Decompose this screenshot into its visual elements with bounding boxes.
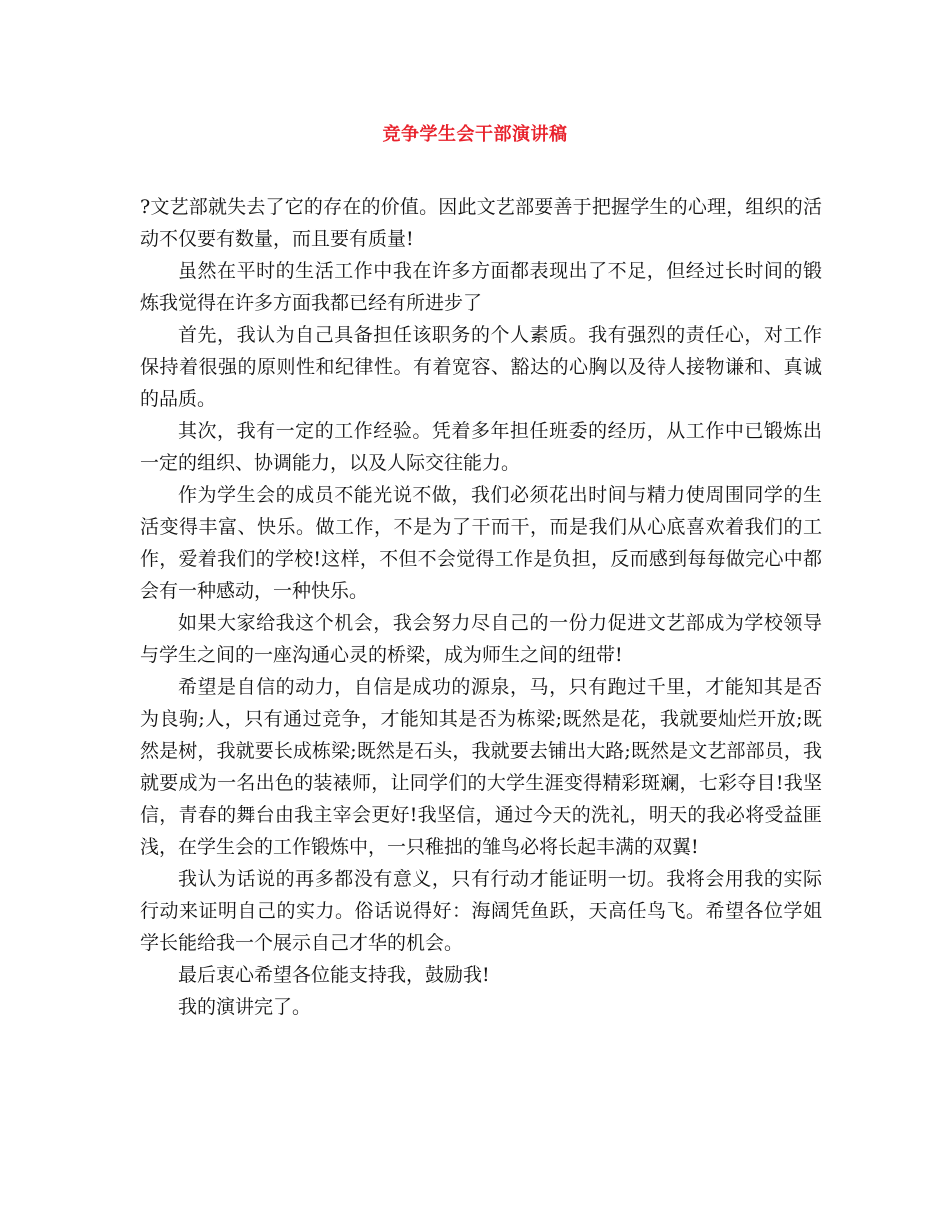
- paragraph-2: 虽然在平时的生活工作中我在许多方面都表现出了不足，但经过长时间的锻炼我觉得在许多方面我都已经有所进步了: [140, 260, 822, 314]
- paragraph-9: 最后衷心希望各位能支持我，鼓励我!: [178, 964, 490, 986]
- paragraph-7: 希望是自信的动力，自信是成功的源泉，马，只有跑过千里，才能知其是否为良驹;人，只有通过竞争，才能知其是否为栋梁;既然是花，我就要灿烂开放;既然是树，我就要长成栋梁;既然是石头，我就要去铺出大路;既然是文艺部部员，我就要成为一名出色的装裱师，让同学们的大学生涯变得精彩斑斓，七彩夺目!我坚信，青春的舞台由我主宰会更好!我坚信，通过今天的洗礼，明天的我必将受益匪浅，在学生会的工作锻炼中，一只稚拙的雏鸟必将长起丰满的双翼!: [140, 676, 822, 858]
- paragraph-1: ?文艺部就失去了它的存在的价值。因此文艺部要善于把握学生的心理，组织的活动不仅要有数量，而且要有质量!: [140, 196, 822, 250]
- document-title: 竞争学生会干部演讲稿: [382, 124, 568, 145]
- paragraph-3: 首先，我认为自己具备担任该职务的个人素质。我有强烈的责任心，对工作保持着很强的原则性和纪律性。有着宽容、豁达的心胸以及待人接物谦和、真诚的品质。: [140, 324, 822, 410]
- paragraph-5: 作为学生会的成员不能光说不做，我们必须花出时间与精力使周围同学的生活变得丰富、快乐。做工作，不是为了干而干，而是我们从心底喜欢着我们的工作，爱着我们的学校!这样，不但不会觉得工作是负担，反而感到每每做完心中都会有一种感动，一种快乐。: [140, 484, 822, 602]
- paragraph-6: 如果大家给我这个机会，我会努力尽自己的一份力促进文艺部成为学校领导与学生之间的一座沟通心灵的桥梁，成为师生之间的纽带!: [140, 612, 822, 666]
- paragraph-4: 其次，我有一定的工作经验。凭着多年担任班委的经历，从工作中已锻炼出一定的组织、协调能力，以及人际交往能力。: [140, 420, 822, 474]
- paragraph-8: 我认为话说的再多都没有意义，只有行动才能证明一切。我将会用我的实际行动来证明自己的实力。俗话说得好：海阔凭鱼跃，天高任鸟飞。希望各位学姐学长能给我一个展示自己才华的机会。: [140, 868, 822, 954]
- document-body: [140, 191, 822, 1023]
- paragraph-10: 我的演讲完了。: [178, 996, 312, 1018]
